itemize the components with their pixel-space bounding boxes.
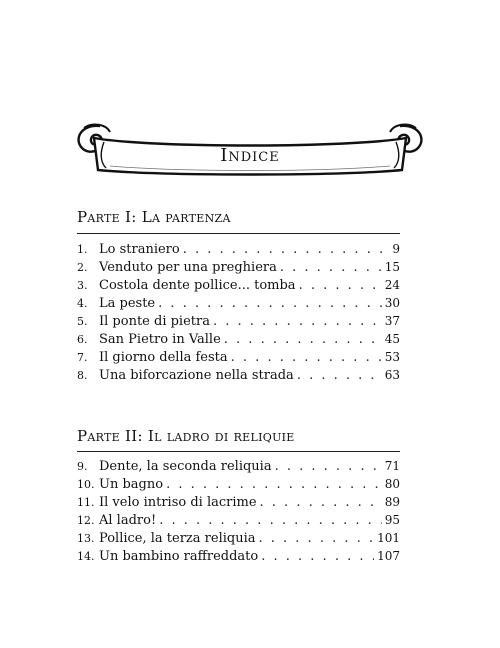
part-title: Parte I: La partenza xyxy=(77,208,231,226)
toc-entry[interactable] xyxy=(77,312,400,330)
divider xyxy=(77,451,400,452)
dot-leader xyxy=(261,548,374,566)
toc-entry[interactable] xyxy=(77,258,400,276)
chapter-number: 12. xyxy=(77,514,95,527)
page-number: 63 xyxy=(384,368,400,382)
toc-entry[interactable] xyxy=(77,493,400,511)
toc-entry[interactable] xyxy=(77,240,400,258)
page-number: 101 xyxy=(377,531,400,545)
page-number: 30 xyxy=(384,296,400,310)
chapter-title: Dente, la seconda reliquia xyxy=(99,459,272,474)
page-number: 15 xyxy=(384,260,400,274)
toc-entry[interactable] xyxy=(77,276,400,294)
chapter-title: Al ladro! xyxy=(99,513,157,528)
dot-leader xyxy=(231,349,382,367)
part-title: Parte II: Il ladro di reliquie xyxy=(77,427,295,445)
toc-entry[interactable] xyxy=(77,294,400,312)
chapter-title: San Pietro in Valle xyxy=(99,332,221,347)
chapter-title: Costola dente pollice... tomba xyxy=(99,278,296,293)
dot-leader xyxy=(260,494,382,512)
toc-entry[interactable] xyxy=(77,475,400,493)
chapter-title: Un bambino raffreddato xyxy=(99,549,259,564)
toc-entry[interactable] xyxy=(77,529,400,547)
chapter-title: Il giorno della festa xyxy=(99,350,228,365)
chapter-list xyxy=(77,457,400,565)
page-number: 9 xyxy=(392,242,400,256)
chapter-title: Lo straniero xyxy=(99,242,180,257)
chapter-title: Il velo intriso di lacrime xyxy=(99,495,257,510)
chapter-number: 4. xyxy=(77,297,88,310)
chapter-number: 6. xyxy=(77,333,88,346)
dot-leader xyxy=(166,476,382,494)
chapter-list xyxy=(77,240,400,384)
page-number: 107 xyxy=(377,549,400,563)
chapter-number: 1. xyxy=(77,243,88,256)
chapter-number: 8. xyxy=(77,369,88,382)
chapter-number: 10. xyxy=(77,478,95,491)
chapter-title: La peste xyxy=(99,296,156,311)
dot-leader xyxy=(158,295,382,313)
chapter-title: Pollice, la terza reliquia xyxy=(99,531,256,546)
page-number: 80 xyxy=(384,477,400,491)
chapter-number: 2. xyxy=(77,261,88,274)
dot-leader xyxy=(259,530,375,548)
page-number: 95 xyxy=(384,513,400,527)
page-title: Indice xyxy=(220,145,280,166)
chapter-title: Una biforcazione nella strada xyxy=(99,368,294,383)
page-number: 37 xyxy=(384,314,400,328)
dot-leader xyxy=(299,277,382,295)
chapter-number: 11. xyxy=(77,496,95,509)
dot-leader xyxy=(275,458,382,476)
page-number: 89 xyxy=(384,495,400,509)
toc-entry[interactable] xyxy=(77,366,400,384)
scroll-banner xyxy=(70,118,430,180)
chapter-number: 9. xyxy=(77,460,88,473)
chapter-title: Venduto per una preghiera xyxy=(99,260,277,275)
chapter-number: 7. xyxy=(77,351,88,364)
page-number: 53 xyxy=(384,350,400,364)
dot-leader xyxy=(183,241,390,259)
page-number: 71 xyxy=(384,459,400,473)
toc-entry[interactable] xyxy=(77,457,400,475)
dot-leader xyxy=(297,367,382,385)
chapter-number: 13. xyxy=(77,532,95,545)
chapter-number: 3. xyxy=(77,279,88,292)
page-number: 24 xyxy=(384,278,400,292)
page-number: 45 xyxy=(384,332,400,346)
chapter-number: 14. xyxy=(77,550,95,563)
dot-leader xyxy=(159,512,382,530)
chapter-title: Un bagno xyxy=(99,477,164,492)
toc-entry[interactable] xyxy=(77,348,400,366)
divider xyxy=(77,233,400,234)
toc-entry[interactable] xyxy=(77,330,400,348)
toc-entry[interactable] xyxy=(77,511,400,529)
dot-leader xyxy=(280,259,382,277)
chapter-title: Il ponte di pietra xyxy=(99,314,210,329)
dot-leader xyxy=(224,331,382,349)
dot-leader xyxy=(213,313,382,331)
chapter-number: 5. xyxy=(77,315,88,328)
toc-entry[interactable] xyxy=(77,547,400,565)
